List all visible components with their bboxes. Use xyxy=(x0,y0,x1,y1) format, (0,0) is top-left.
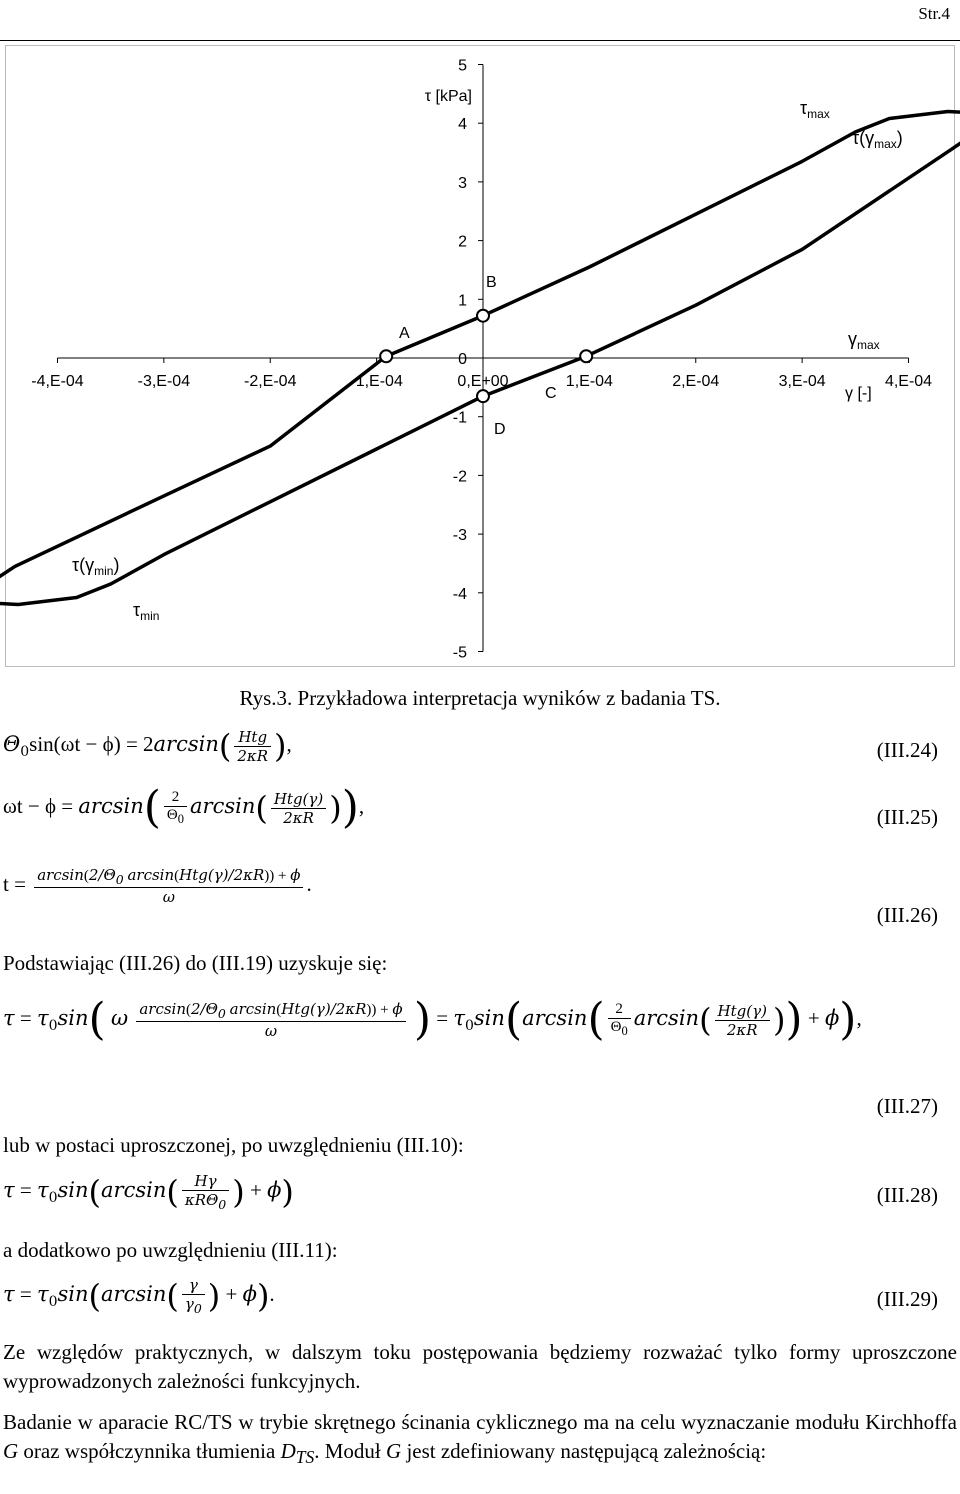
y-tick-label: 1 xyxy=(458,292,467,310)
para2-symbol-g: G xyxy=(3,1439,19,1463)
x-tick-label: -3,E-04 xyxy=(137,373,191,390)
para2-symbol-d: D xyxy=(280,1439,296,1463)
y-tick-label: 0 xyxy=(458,351,467,368)
y-tick-label: -4 xyxy=(452,585,467,603)
loop-upper-branch xyxy=(0,112,960,602)
equation-III-28: $\tau = \tau_0\sin(\arcsin$( $\frac{H\gamma}{\kappa R\Theta_0}$ ) + ϕ) xyxy=(3,1172,294,1212)
loop-lower-branch xyxy=(0,114,960,604)
figure-caption: Rys.3. Przykładowa interpretacja wyników z badania TS. xyxy=(239,686,721,710)
eq-number-III-24: (III.24) xyxy=(876,738,938,762)
paragraph-practical: Ze względów praktycznych, w dalszym toku postępowania będziemy rozważać tylko formy uproszczone wyprowadzonych zależności funkcyjnych. xyxy=(3,1340,957,1393)
y-axis-label: τ [kPa] xyxy=(424,88,472,105)
y-tick-label: -3 xyxy=(452,527,467,545)
y-tick-label: -1 xyxy=(452,409,467,427)
x-tick-label: 1,E-04 xyxy=(565,373,613,390)
equation-III-29: $\tau = \tau_0\sin(\arcsin$( $\frac{\gamma}{\gamma_0}$ ) + ϕ). xyxy=(3,1276,275,1316)
label-gamma-max: $\gamma_{max}$ xyxy=(848,329,880,352)
label-B: B xyxy=(486,274,497,291)
x-tick-label: 0,E+00 xyxy=(457,373,509,390)
para2-symbol-d-sub: TS xyxy=(295,1447,315,1468)
text-dodatkowo: a dodatkowo po uwzględnieniu (III.11): xyxy=(3,1238,338,1262)
x-tick-label: -4,E-04 xyxy=(31,373,84,390)
eq-number-III-28: (III.28) xyxy=(876,1183,938,1207)
label-tau-max: $\tau_{max}$ xyxy=(800,98,830,121)
equation-III-27: $\tau = \tau_0\sin$( ω $\frac{\arcsin(2/\Theta_0 \arcsin(Htg(\gamma)/2\kappa R)) + \phi}{\omega}$ ) = $\tau_0\sin(\arcsin$( $\frac{2}{\Theta_0}$ arcsin( $\frac{\text{Htg(γ)}}{2\kappa R}$ )) + ϕ), xyxy=(3,994,862,1045)
equation-III-25: ωt − ϕ = arcsin( $\frac{2}{\Theta_0}$ arcsin( $\frac{\text{Htg(γ)}}{2\kappa R}$ )), xyxy=(3,782,365,833)
para2-part-d: jest zdefiniowany następującą zależnością: xyxy=(401,1439,767,1463)
x-tick-label: -2,E-04 xyxy=(244,373,297,390)
y-tick-label: -2 xyxy=(452,468,467,486)
page-number: Str.4 xyxy=(918,4,950,23)
equation-III-24: $\Theta_0\sin(\omega t - \phi) = 2\arcsin$( $\frac{\text{Htg}}{2\kappa R}$ ), xyxy=(3,727,292,765)
y-tick-label: 5 xyxy=(458,57,467,75)
label-D: D xyxy=(494,421,506,438)
equation-III-26: t = $\frac{\arcsin(2/\Theta_0 \arcsin(Htg(\gamma)/2\kappa R)) + \phi}{\omega}$ . xyxy=(3,866,312,906)
eq-number-III-27: (III.27) xyxy=(876,1094,938,1118)
label-C: C xyxy=(545,385,557,402)
chart-annotations xyxy=(72,98,903,623)
point-B xyxy=(477,310,489,322)
label-tau-min: $\tau_{min}$ xyxy=(133,600,160,623)
para2-part-b: oraz współczynnika tłumienia xyxy=(18,1439,281,1463)
point-C xyxy=(580,350,592,362)
y-tick-label: 4 xyxy=(458,116,467,134)
x-tick-label: 4,E-04 xyxy=(884,373,933,390)
x-tick-label: 3,E-04 xyxy=(778,373,826,390)
para2-symbol-g2: G xyxy=(386,1439,402,1463)
eq-number-III-26: (III.26) xyxy=(876,903,938,927)
para2-part-a: Badanie w aparacie RC/TS w trybie skrętnego ścinania cyklicznego ma na celu wyznaczanie modułu Kirchhoffa xyxy=(3,1410,957,1434)
x-axis-label: γ [-] xyxy=(845,385,872,402)
y-tick-label: 3 xyxy=(458,174,467,192)
text-lub: lub w postaci uproszczonej, po uwzględnieniu (III.10): xyxy=(3,1133,464,1157)
label-A: A xyxy=(399,325,410,342)
hysteresis-chart xyxy=(0,0,960,680)
point-D xyxy=(477,390,489,402)
label-tau-gamma-max: $\tau(\gamma_{max})$ xyxy=(852,128,903,151)
text-podstawiajac: Podstawiając (III.26) do (III.19) uzyskuje się: xyxy=(3,951,388,975)
label-tau-gamma-min: $\tau(\gamma_{min})$ xyxy=(72,555,120,578)
x-tick-label: -1,E-04 xyxy=(350,373,403,390)
eq-number-III-29: (III.29) xyxy=(876,1287,938,1311)
point-A xyxy=(380,350,392,362)
y-tick-label: 2 xyxy=(458,233,467,251)
paragraph-rcts xyxy=(3,1408,957,1472)
eq-number-III-25: (III.25) xyxy=(876,805,938,829)
y-tick-label: -5 xyxy=(452,644,467,662)
chart-ticks xyxy=(31,58,932,662)
para2-part-c: . Moduł xyxy=(314,1439,387,1463)
x-tick-label: 2,E-04 xyxy=(672,373,720,390)
